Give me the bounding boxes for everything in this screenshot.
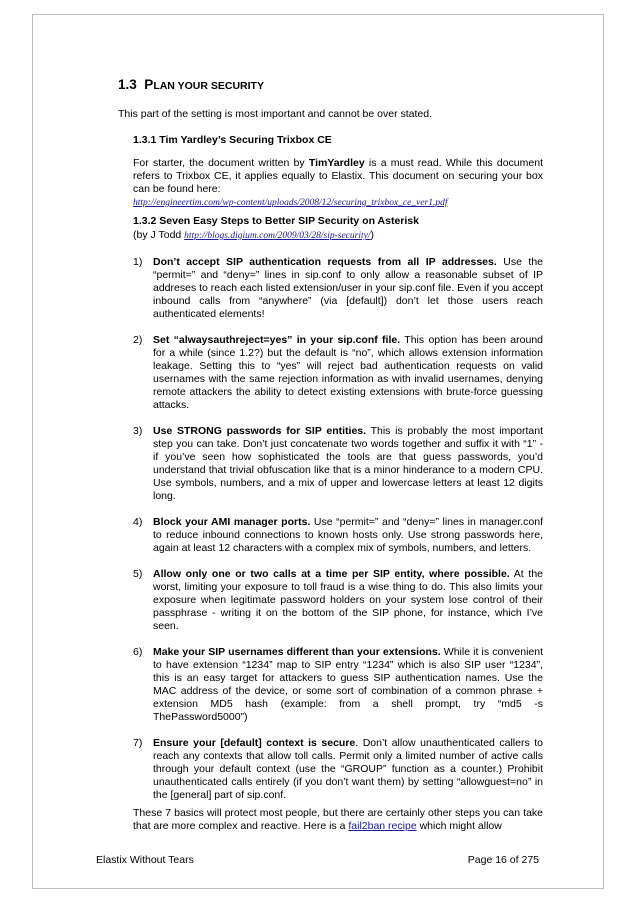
item-lead: Don’t accept SIP authentication requests from all IP addresses.: [153, 256, 497, 268]
subsection-2-heading: 1.3.2 Seven Easy Steps to Better SIP Security on Asterisk: [133, 215, 419, 227]
closing-text: These 7 basics will protect most people, but there are certainly other steps you can take that are more complex and reactive. Here is a: [133, 807, 543, 832]
byline-prefix: (by J Todd: [133, 229, 185, 241]
item-lead: Set “alwaysauthreject=yes” in your sip.conf file.: [153, 334, 401, 346]
item-number: 6): [133, 646, 143, 658]
digium-blog-link[interactable]: http://blogs.digium.com/2009/03/28/sip-security/: [184, 231, 371, 241]
item-text: This option has been around for a while (since 1.2?) but the default is “no”, which allows extension information leakage. Setting this to “yes” will reject bad authentication requests on valid usernames with the same rejection information as with invalid usernames, denying remote attackers the ability to detect existing extensions with brute-force guessing attacks.: [153, 334, 543, 411]
item-number: 1): [133, 256, 143, 268]
list-item: [133, 737, 543, 802]
trixbox-doc-link[interactable]: http://engineertim.com/wp-content/uploads/2008/12/securing_trixbox_ce_ver1.pdf: [133, 198, 448, 208]
item-text: At the worst, limiting your exposure to toll fraud is a wise thing to do. This also limits your exposure when legitimate password holders on your system lose control of their passphrase - writing it on the bottom of the SIP phone, for instance, which I’ve seen.: [153, 568, 543, 632]
list-item: [133, 646, 543, 724]
list-item: [133, 256, 543, 321]
item-text: . Don’t allow unauthenticated callers to reach any contexts that allow toll calls. Permit only a limited number of active calls through your default context (use the “GROUP” function as a counter.) Prohibit unauthenticated calls entirely (if you don’t want them) by setting “allowguest=no” in the [general] part of sip.conf.: [153, 737, 543, 801]
list-item: [133, 425, 543, 503]
section-number: 1.3: [118, 77, 137, 92]
item-text: While it is convenient to have extension “1234” map to SIP entry “1234” which is also SIP user “1234”, this is an easy target for attackers to guess SIP authentication names. Use the MAC address of the device, or some sort of combination of a common phrase + extension MD5 hash (example: from a shell prompt, try “md5 -s ThePassword5000”): [153, 646, 543, 723]
item-lead: Allow only one or two calls at a time per SIP entity, where possible.: [153, 568, 510, 580]
section-title-first: P: [144, 77, 154, 92]
item-text: Use “permit=” and “deny=” lines in manager.conf to reduce inbound connections to known hosts only. Use strong passwords here, again at least 12 characters with a complex mix of symbols, numbers, and letters.: [153, 516, 543, 554]
item-text: Use the “permit=” and “deny=” lines in sip.conf to only allow a reasonable subset of IP addreses to reach each listed extension/user in your sip.conf file. Even if you accept inbound calls from “anywhere” (via [default]) don’t let those users reach authenticated elements!: [153, 256, 544, 320]
item-text: This is probably the most important step you can take. Don’t just concatenate two words together and suffix it with “1” - if you’ve seen how sophisticated the tools are that guess passwords, you’d understand that trivial obfuscation like that is a minor hinderance to a modern CPU. Use symbols, numbers, and a mix of upper and lowercase letters at least 12 digits long.: [153, 425, 543, 502]
subsection-2-byline: [133, 229, 543, 243]
security-steps-list: [133, 256, 543, 815]
list-item: [133, 516, 543, 555]
fail2ban-recipe-link[interactable]: fail2ban recipe: [348, 820, 417, 832]
closing-paragraph: [133, 807, 543, 833]
intro-text: This part of the setting is most important and cannot be over stated.: [118, 108, 433, 120]
section-title-rest: LAN YOUR SECURITY: [153, 80, 264, 92]
item-number: 4): [133, 516, 143, 528]
closing-text-after: which might allow: [416, 820, 502, 832]
item-number: 2): [133, 334, 143, 346]
item-lead: Use STRONG passwords for SIP entities.: [153, 425, 367, 437]
section-heading: [118, 77, 264, 92]
footer-title: Elastix Without Tears: [96, 854, 194, 866]
byline-suffix: ): [370, 229, 374, 241]
item-lead: Make your SIP usernames different than your extensions.: [153, 646, 441, 658]
subsection-1-text: [133, 157, 543, 210]
sub1-text-before: For starter, the document written by: [133, 157, 309, 169]
item-number: 5): [133, 568, 143, 580]
item-lead: Block your AMI manager ports.: [153, 516, 311, 528]
subsection-1-heading: 1.3.1 Tim Yardley’s Securing Trixbox CE: [133, 134, 332, 146]
item-number: 3): [133, 425, 143, 437]
author-name: TimYardley: [308, 157, 365, 169]
list-item: [133, 334, 543, 412]
item-lead: Ensure your [default] context is secure: [153, 737, 356, 749]
item-number: 7): [133, 737, 143, 749]
sub1-text-after: is a must read. While this document refers to Trixbox CE, it applies equally to Elastix. This document on securing your box can be found here:: [133, 157, 543, 195]
list-item: [133, 568, 543, 633]
page-number: Page 16 of 275: [467, 854, 539, 866]
